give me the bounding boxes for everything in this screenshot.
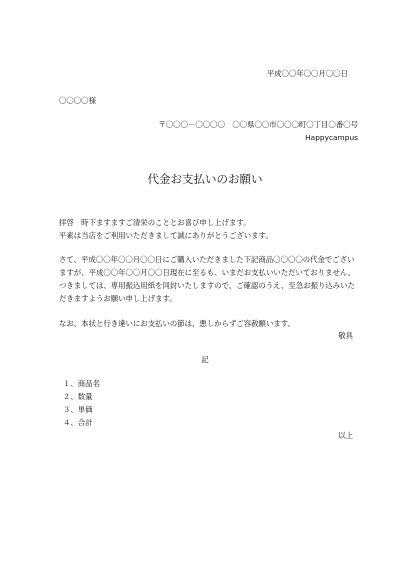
sender-address: 〒〇〇〇－〇〇〇〇 〇〇県〇〇市〇〇〇町〇丁目〇番〇号 xyxy=(158,120,358,129)
opening-line-2: 平素は当店をご利用いただきまして誠にありがとうございます。 xyxy=(59,231,273,240)
letter-date: 平成〇〇年〇〇月〇〇日 xyxy=(266,69,348,78)
closing-note: なお、本状と行き違いにお支払いの節は、悪しからずご容赦願います。 xyxy=(59,319,295,328)
list-item: ４、合計 xyxy=(63,418,93,427)
main-line-2: ますが、平成〇〇年〇〇月〇〇日現在に至るも、いまだお支払いいただいておりません。 xyxy=(59,268,356,277)
closing-word: 敬具 xyxy=(338,331,353,340)
ki-heading: 記 xyxy=(201,355,209,364)
main-line-3: つきましては、専用振込用紙を同封いたしますので、ご確認のうえ、至急お振り込みいた xyxy=(59,281,355,290)
letter-title: 代金お支払いのお願い xyxy=(147,172,263,186)
list-item: ２、数量 xyxy=(63,392,93,401)
opening-line-1: 拝啓 時下ますますご清栄のこととお喜び申し上げます。 xyxy=(59,218,251,227)
main-line-4: だきますようお願い申し上げます。 xyxy=(59,294,177,303)
sender-name: Happycampus xyxy=(305,133,358,142)
end-mark: 以上 xyxy=(338,431,353,440)
recipient-name: 〇〇〇〇様 xyxy=(59,96,96,105)
main-line-1: さて、平成〇〇年〇〇月〇〇日にご購入いただきました下記商品〇〇〇〇の代金でござい xyxy=(59,255,355,264)
list-item: １、商品名 xyxy=(63,379,100,388)
list-item: ３、単価 xyxy=(63,405,93,414)
